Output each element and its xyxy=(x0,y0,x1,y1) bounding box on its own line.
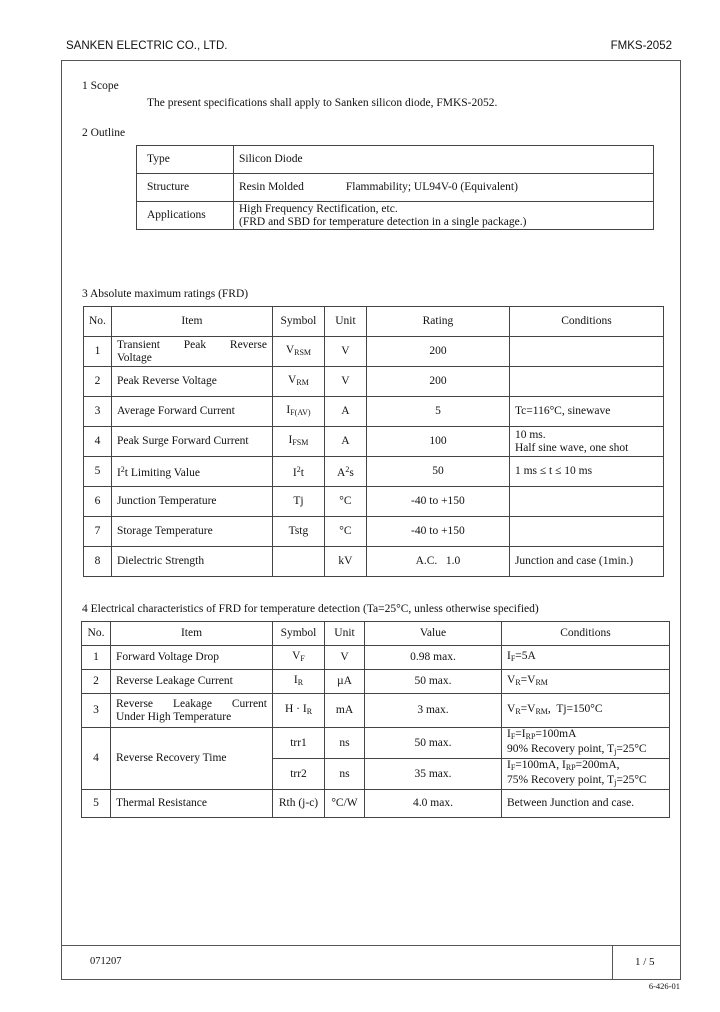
cond-part: =100mA, I xyxy=(515,759,566,771)
col-header-no: No. xyxy=(84,307,112,337)
outline-label: Structure xyxy=(137,174,234,202)
table-row xyxy=(84,547,664,577)
cell-unit: V xyxy=(324,337,366,367)
cell-no: 8 xyxy=(84,547,112,577)
col-header-unit: Unit xyxy=(324,307,366,337)
conditions-line-1 xyxy=(507,728,664,743)
cond-part: =25°C xyxy=(616,774,647,786)
item-rest: t Limiting Value xyxy=(124,467,200,479)
cell-item xyxy=(111,457,272,487)
cell-no: 5 xyxy=(82,790,111,818)
outline-row-structure xyxy=(137,174,654,202)
cell-symbol xyxy=(272,397,324,427)
applications-line-2: (FRD and SBD for temperature detection in a single package.) xyxy=(239,215,527,228)
cond-part: =5A xyxy=(515,650,536,662)
scope-heading: 1 Scope xyxy=(82,80,119,92)
cell-unit: kV xyxy=(324,547,366,577)
conditions-line-1 xyxy=(507,759,664,774)
symbol-sub: RSM xyxy=(294,348,312,357)
table-header-row xyxy=(84,307,664,337)
cond-sub: RM xyxy=(535,678,548,687)
cell-rating: A.C. 1.0 xyxy=(366,547,509,577)
cell-symbol xyxy=(272,367,324,397)
outline-label: Type xyxy=(137,146,234,174)
cell-rating: 5 xyxy=(366,397,509,427)
table-header-row xyxy=(82,622,670,646)
cell-conditions xyxy=(502,646,670,670)
table-row xyxy=(82,790,670,818)
cell-symbol: trr1 xyxy=(273,728,325,759)
structure-value: Resin Molded xyxy=(239,181,304,193)
abs-ratings-heading: 3 Absolute maximum ratings (FRD) xyxy=(82,288,249,300)
cell-rating: 200 xyxy=(366,367,509,397)
outline-value: Silicon Diode xyxy=(234,146,654,174)
cell-no: 4 xyxy=(82,728,111,790)
cond-sub: F xyxy=(510,732,516,741)
cond-part: =200mA, xyxy=(575,759,620,771)
cond-part: =I xyxy=(515,728,526,740)
cell-conditions xyxy=(502,759,670,790)
table-row xyxy=(84,397,664,427)
flammability-value: Flammability; UL94V-0 (Equivalent) xyxy=(345,181,518,193)
cell-symbol: Tstg xyxy=(272,517,324,547)
cell-unit: µA xyxy=(325,670,365,694)
scope-text: The present specifications shall apply to Sanken silicon diode, FMKS-2052. xyxy=(147,97,498,109)
symbol-base: V xyxy=(285,344,295,356)
cell-item: Forward Voltage Drop xyxy=(111,646,273,670)
cond-part: V xyxy=(507,674,516,686)
cell-no: 1 xyxy=(82,646,111,670)
symbol-sub: F(AV) xyxy=(290,408,311,417)
cell-value: 35 max. xyxy=(365,759,502,790)
cond-sub: RP xyxy=(525,732,536,741)
cell-symbol xyxy=(273,646,325,670)
cell-no: 7 xyxy=(84,517,112,547)
outline-table xyxy=(136,145,654,230)
cell-conditions xyxy=(509,337,663,367)
table-row xyxy=(84,517,664,547)
form-code: 6-426-01 xyxy=(648,981,680,991)
cell-unit: °C/W xyxy=(325,790,365,818)
cell-no: 6 xyxy=(84,487,112,517)
outline-row-applications xyxy=(137,202,654,230)
cell-item xyxy=(111,694,273,728)
cond-sub: F xyxy=(510,763,516,772)
cond-sub: F xyxy=(510,654,516,663)
conditions-line-2: Half sine wave, one shot xyxy=(514,441,629,454)
cell-item: Dielectric Strength xyxy=(111,547,272,577)
conditions-line-1: 10 ms. xyxy=(514,428,546,441)
symbol-base: I xyxy=(286,404,291,416)
cell-item: Peak Reverse Voltage xyxy=(111,367,272,397)
cell-no: 2 xyxy=(84,367,112,397)
item-line-1: Reverse Leakage Current xyxy=(116,697,267,710)
outline-value xyxy=(234,174,654,202)
cell-conditions xyxy=(502,694,670,728)
col-header-symbol: Symbol xyxy=(273,622,325,646)
symbol-sub: R xyxy=(297,678,304,687)
cell-rating: 200 xyxy=(366,337,509,367)
symbol-base: I xyxy=(293,674,298,686)
col-header-value: Value xyxy=(365,622,502,646)
part-number: FMKS-2052 xyxy=(610,40,672,52)
symbol-sub: F xyxy=(300,654,305,663)
cell-conditions: Tc=116°C, sinewave xyxy=(509,397,663,427)
cell-symbol xyxy=(272,427,324,457)
cell-symbol xyxy=(273,670,325,694)
conditions-line-2 xyxy=(507,774,664,789)
col-header-item: Item xyxy=(111,622,273,646)
cell-no: 3 xyxy=(84,397,112,427)
footer-vertical-divider xyxy=(612,945,613,979)
footer-date: 071207 xyxy=(90,956,122,967)
symbol-base: V xyxy=(288,374,297,386)
cond-part: , Tj=150°C xyxy=(547,703,603,715)
elec-heading: 4 Electrical characteristics of FRD for temperature detection (Ta=25°C, unless otherwise specified) xyxy=(82,603,539,615)
conditions-line-2 xyxy=(507,743,664,758)
cell-item: Peak Surge Forward Current xyxy=(111,427,272,457)
item-base: I xyxy=(116,467,121,479)
footer-page-number: 1 / 5 xyxy=(635,956,655,968)
cell-conditions xyxy=(509,427,663,457)
symbol-base: I xyxy=(288,434,293,446)
cond-sub: RM xyxy=(535,707,548,716)
company-name: SANKEN ELECTRIC CO., LTD. xyxy=(66,40,228,52)
col-header-item: Item xyxy=(111,307,272,337)
elec-char-table xyxy=(81,621,670,818)
col-header-no: No. xyxy=(82,622,111,646)
applications-line-1: High Frequency Rectification, etc. xyxy=(239,202,398,215)
cond-part: =100mA xyxy=(535,728,577,740)
col-header-symbol: Symbol xyxy=(272,307,324,337)
unit-rest: s xyxy=(349,467,354,479)
cell-unit: A xyxy=(324,427,366,457)
cell-conditions xyxy=(509,367,663,397)
cell-conditions: Between Junction and case. xyxy=(502,790,670,818)
outline-value xyxy=(234,202,654,230)
cell-no: 2 xyxy=(82,670,111,694)
cell-value: 50 max. xyxy=(365,670,502,694)
table-row xyxy=(84,337,664,367)
cell-unit: ns xyxy=(325,728,365,759)
cell-unit: ns xyxy=(325,759,365,790)
cell-rating: 50 xyxy=(366,457,509,487)
col-header-unit: Unit xyxy=(325,622,365,646)
footer-divider xyxy=(62,945,680,946)
cond-part: 90% Recovery point, T xyxy=(507,743,615,755)
cond-part: =V xyxy=(520,674,536,686)
cond-part: V xyxy=(507,703,516,715)
cell-no: 3 xyxy=(82,694,111,728)
table-row xyxy=(84,457,664,487)
table-row xyxy=(84,427,664,457)
cond-sub: j xyxy=(614,778,617,787)
symbol-sub: R xyxy=(306,707,313,716)
cell-unit: °C xyxy=(324,517,366,547)
cond-part: =25°C xyxy=(616,743,647,755)
cell-conditions xyxy=(509,517,663,547)
symbol-rest: t xyxy=(300,467,304,479)
cell-unit: mA xyxy=(325,694,365,728)
cond-part: I xyxy=(507,759,511,771)
cell-conditions xyxy=(502,728,670,759)
cell-item: Average Forward Current xyxy=(111,397,272,427)
cond-part: 75% Recovery point, T xyxy=(507,774,615,786)
cell-item: Reverse Recovery Time xyxy=(111,728,273,790)
cell-no: 4 xyxy=(84,427,112,457)
table-row xyxy=(82,646,670,670)
cell-value: 4.0 max. xyxy=(365,790,502,818)
symbol-base: H · I xyxy=(284,703,307,715)
cell-conditions: 1 ms ≤ t ≤ 10 ms xyxy=(509,457,663,487)
cell-value: 3 max. xyxy=(365,694,502,728)
cell-unit: V xyxy=(325,646,365,670)
table-row xyxy=(82,728,670,759)
outline-label: Applications xyxy=(137,202,234,230)
cell-rating: -40 to +150 xyxy=(366,487,509,517)
col-header-conditions: Conditions xyxy=(502,622,670,646)
symbol-sup: 2 xyxy=(296,465,301,474)
symbol-base: V xyxy=(292,650,301,662)
cell-rating: 100 xyxy=(366,427,509,457)
cond-sub: R xyxy=(515,678,521,687)
outline-row-type xyxy=(137,146,654,174)
cell-unit: V xyxy=(324,367,366,397)
cell-item: Storage Temperature xyxy=(111,517,272,547)
item-line-2: Under High Temperature xyxy=(116,710,232,723)
table-row xyxy=(84,367,664,397)
col-header-rating: Rating xyxy=(366,307,509,337)
cond-part: I xyxy=(507,650,511,662)
cell-symbol xyxy=(273,694,325,728)
table-row xyxy=(84,487,664,517)
cell-symbol xyxy=(272,337,324,367)
cond-part: I xyxy=(507,728,511,740)
outline-heading: 2 Outline xyxy=(82,127,126,139)
cond-sub: RP xyxy=(565,763,576,772)
cell-no: 5 xyxy=(84,457,112,487)
cell-unit: A xyxy=(324,397,366,427)
cell-symbol: Tj xyxy=(272,487,324,517)
cell-item: Reverse Leakage Current xyxy=(111,670,273,694)
col-header-conditions: Conditions xyxy=(509,307,663,337)
unit-base: A xyxy=(337,467,346,479)
item-line-1: Transient Peak Reverse xyxy=(116,338,267,351)
abs-ratings-table xyxy=(83,306,664,577)
cell-symbol xyxy=(272,547,324,577)
cond-sub: R xyxy=(515,707,521,716)
cond-sub: j xyxy=(614,747,617,756)
symbol-sub: RM xyxy=(296,378,309,387)
table-row xyxy=(82,670,670,694)
cell-value: 0.98 max. xyxy=(365,646,502,670)
item-line-2: Voltage xyxy=(116,351,152,364)
cell-unit: °C xyxy=(324,487,366,517)
cell-rating: -40 to +150 xyxy=(366,517,509,547)
cell-item xyxy=(111,337,272,367)
cell-value: 50 max. xyxy=(365,728,502,759)
unit-sup: 2 xyxy=(345,465,350,474)
cell-symbol: Rth (j-c) xyxy=(273,790,325,818)
cond-part: =V xyxy=(520,703,536,715)
item-sup: 2 xyxy=(120,465,125,474)
cell-no: 1 xyxy=(84,337,112,367)
cell-symbol: trr2 xyxy=(273,759,325,790)
symbol-sub: FSM xyxy=(292,438,309,447)
cell-conditions xyxy=(509,487,663,517)
cell-item: Thermal Resistance xyxy=(111,790,273,818)
cell-item: Junction Temperature xyxy=(111,487,272,517)
cell-conditions xyxy=(502,670,670,694)
cell-conditions: Junction and case (1min.) xyxy=(509,547,663,577)
cell-unit xyxy=(324,457,366,487)
symbol-base: I xyxy=(292,467,297,479)
table-row xyxy=(82,694,670,728)
cell-symbol xyxy=(272,457,324,487)
